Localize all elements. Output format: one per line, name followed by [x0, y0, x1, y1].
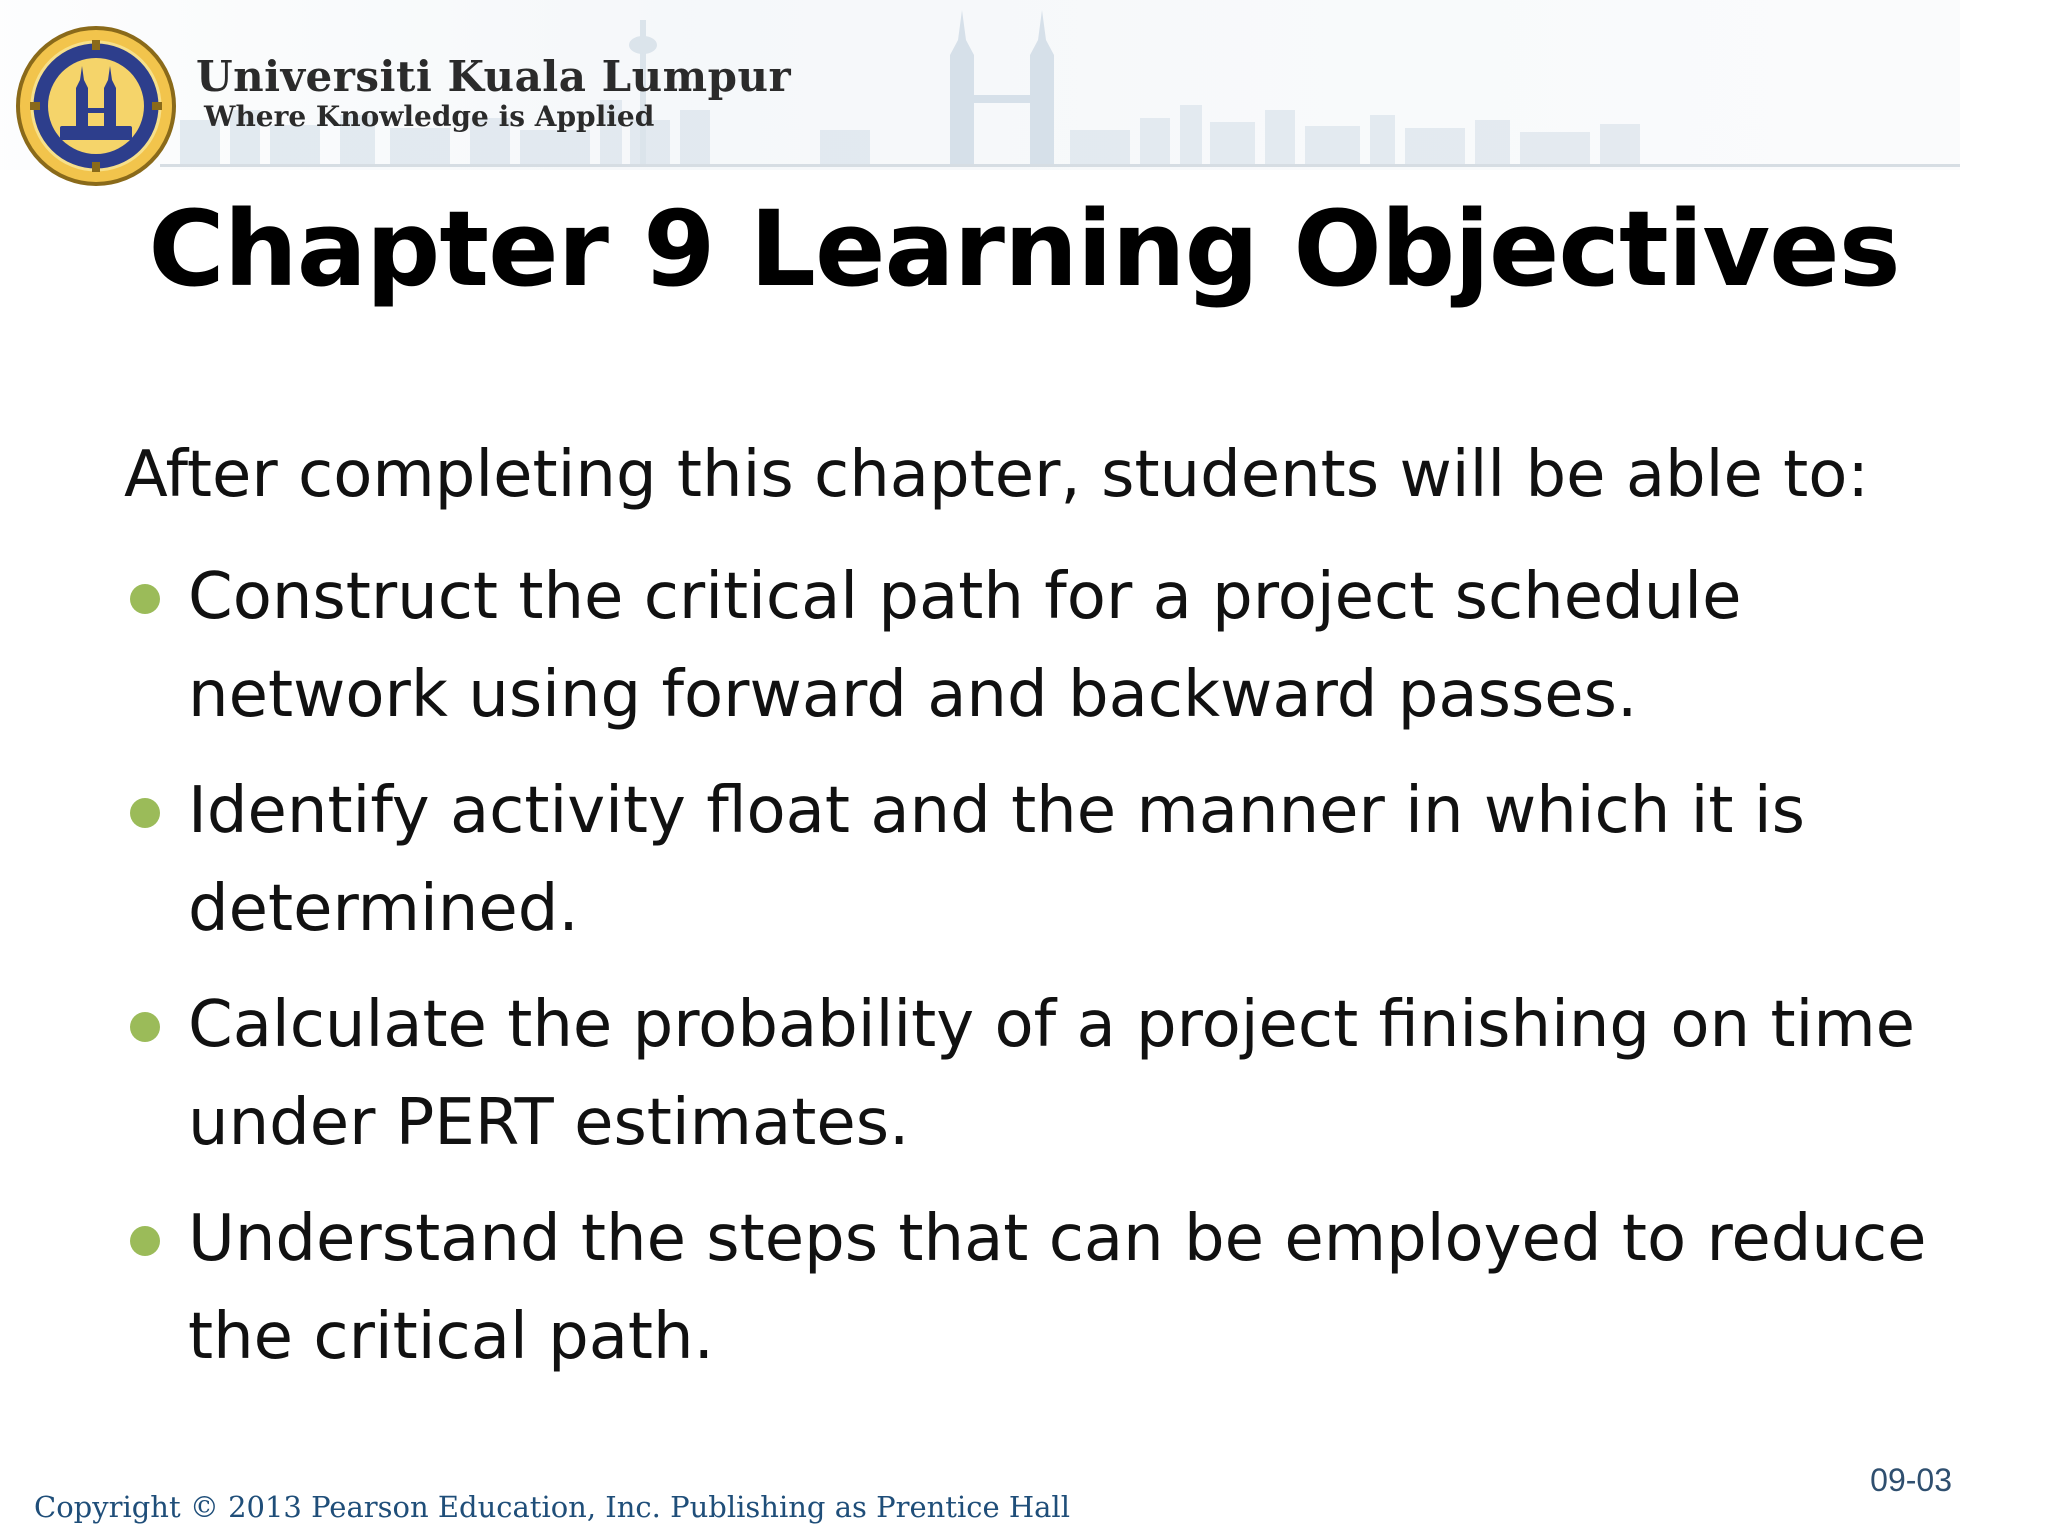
- objective-item: [124, 1190, 1964, 1386]
- objective-text-line: Understand the steps that can be employed to reduce: [188, 1202, 1927, 1276]
- objective-text-line: determined.: [188, 872, 579, 946]
- objective-text-line: Identify activity float and the manner in which it is: [188, 774, 1805, 848]
- objective-item: [124, 762, 1964, 958]
- objective-item: [124, 976, 1964, 1172]
- objective-text-line: the critical path.: [188, 1300, 714, 1374]
- university-name: Universiti Kuala Lumpur: [196, 52, 792, 101]
- slide-title: Chapter 9 Learning Objectives: [148, 188, 1900, 310]
- objective-text-line: under PERT estimates.: [188, 1086, 910, 1160]
- copyright-notice: Copyright © 2013 Pearson Education, Inc. Publishing as Prentice Hall: [34, 1490, 1070, 1524]
- objective-item: [124, 548, 1964, 744]
- objectives-list: [124, 548, 1964, 1404]
- header-banner: [0, 0, 1960, 170]
- objective-text-line: Construct the critical path for a project schedule: [188, 560, 1742, 634]
- university-seal-icon: [10, 26, 182, 186]
- objective-text-line: network using forward and backward passes.: [188, 658, 1638, 732]
- university-tagline: Where Knowledge is Applied: [204, 100, 655, 133]
- bullet-icon: [130, 1012, 160, 1042]
- page-number: 09-03: [1870, 1462, 1952, 1498]
- objective-text-line: Calculate the probability of a project finishing on time: [188, 988, 1916, 1062]
- bullet-icon: [130, 798, 160, 828]
- intro-text: After completing this chapter, students will be able to:: [124, 438, 1869, 512]
- bullet-icon: [130, 584, 160, 614]
- banner-divider: [160, 164, 1960, 167]
- bullet-icon: [130, 1226, 160, 1256]
